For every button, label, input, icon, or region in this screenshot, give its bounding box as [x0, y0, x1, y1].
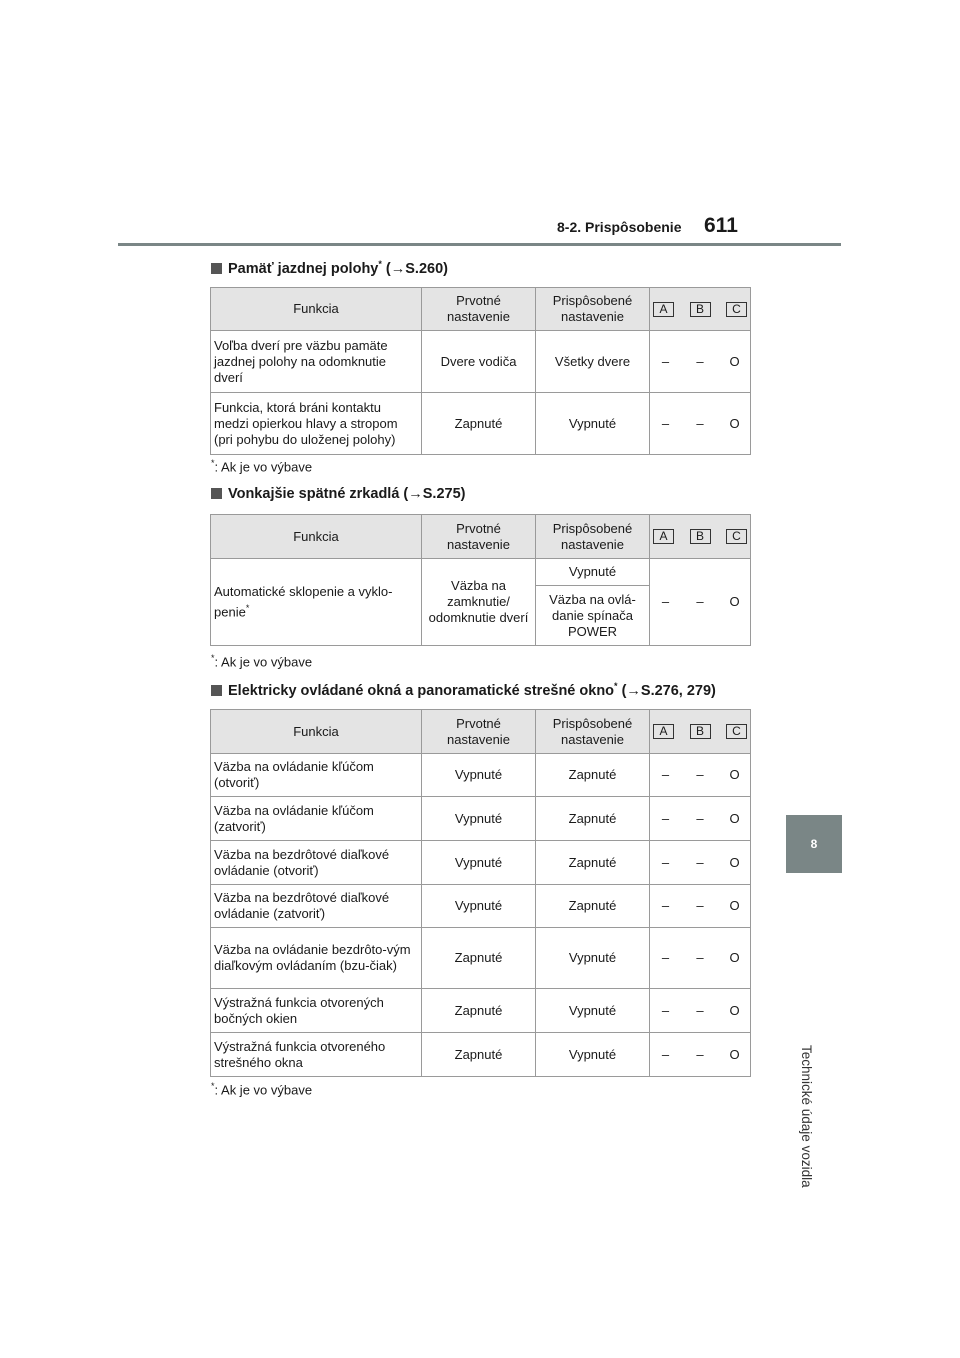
- col-header-b: B: [690, 302, 711, 317]
- col-header-b: B: [690, 724, 711, 739]
- cell-b: –: [696, 1002, 704, 1018]
- cell-prvotne: Zapnuté: [422, 928, 536, 989]
- cell-prvotne: Vypnuté: [422, 754, 536, 797]
- cell-funkcia: Väzba na ovládanie kľúčom (otvoriť): [211, 754, 422, 797]
- cell-b: –: [696, 767, 704, 782]
- cell-b: –: [696, 898, 704, 913]
- cell-a: –: [661, 594, 670, 609]
- cell-abc: [650, 559, 751, 646]
- cell-funkcia: Výstražná funkcia otvorených bočných okien: [211, 989, 422, 1033]
- table-row: [211, 754, 751, 797]
- cell-abc: [650, 989, 751, 1033]
- cell-prisposobene: Vypnuté: [536, 989, 650, 1033]
- cell-b: –: [696, 1046, 704, 1062]
- cell-c: O: [729, 415, 740, 431]
- cell-abc: [650, 754, 751, 797]
- col-header-prvotne: Prvotné nastavenie: [422, 710, 536, 754]
- section-title-text: Vonkajšie spätné zrkadlá: [228, 486, 400, 502]
- cell-abc: [650, 1033, 751, 1077]
- asterisk: *: [614, 681, 618, 691]
- cell-abc: [650, 797, 751, 841]
- cell-prisposobene: Zapnuté: [536, 841, 650, 885]
- cell-a: –: [661, 767, 670, 782]
- table-header-row: [211, 288, 751, 331]
- table-row: [211, 928, 751, 989]
- col-header-abc: [650, 288, 751, 331]
- col-header-c: C: [726, 302, 747, 317]
- table-row: [211, 1033, 751, 1077]
- cell-funkcia-text: Automatické sklopenie a vyklo-penie: [214, 583, 393, 620]
- table-header-row: [211, 710, 751, 754]
- footnote: [211, 1081, 312, 1097]
- cell-c: O: [729, 950, 740, 965]
- cell-funkcia: Voľba dverí pre väzbu pamäte jazdnej polohy na odomknutie dverí: [211, 331, 422, 393]
- footnote: [211, 458, 312, 474]
- cell-c: O: [729, 767, 740, 782]
- cell-prvotne: Vypnuté: [422, 797, 536, 841]
- cell-a: –: [661, 1002, 670, 1018]
- cell-abc: [650, 841, 751, 885]
- cell-c: O: [729, 810, 740, 826]
- cell-prisposobene: Zapnuté: [536, 885, 650, 928]
- cell-a: –: [661, 415, 670, 431]
- cell-c: O: [729, 594, 740, 609]
- cell-prisposobene: Zapnuté: [536, 797, 650, 841]
- col-header-funkcia: Funkcia: [211, 288, 422, 331]
- cell-c: O: [729, 898, 740, 913]
- cell-prisposobene: Všetky dvere: [536, 331, 650, 393]
- table-row: [211, 797, 751, 841]
- section-title-windows: [211, 681, 716, 699]
- cell-a: –: [661, 810, 670, 826]
- section-title-memory: [211, 259, 448, 277]
- table-row: [211, 989, 751, 1033]
- cell-a: –: [661, 950, 670, 965]
- cell-b: –: [696, 854, 704, 870]
- cell-abc: [650, 331, 751, 393]
- table-row: [211, 885, 751, 928]
- footnote-text: : Ak je vo výbave: [214, 459, 313, 475]
- cell-a: –: [661, 898, 670, 913]
- bullet-square-icon: [211, 685, 222, 696]
- cell-abc: [650, 393, 751, 455]
- footnote-text: : Ak je vo výbave: [214, 1082, 313, 1098]
- col-header-prisposobene: Prispôsobené nastavenie: [536, 710, 650, 754]
- cell-prvotne: Dvere vodiča: [422, 331, 536, 393]
- cell-prisposobene: Vypnuté: [536, 1033, 650, 1077]
- section-header: 8-2. Prispôsobenie: [557, 219, 682, 235]
- cell-prvotne: Vypnuté: [422, 885, 536, 928]
- asterisk: *: [245, 602, 250, 613]
- chapter-title: Technické údaje vozidla: [799, 1045, 814, 1188]
- col-header-funkcia: Funkcia: [211, 710, 422, 754]
- page-reference: (→S.275): [403, 486, 466, 502]
- cell-funkcia: Väzba na ovládanie kľúčom (zatvoriť): [211, 797, 422, 841]
- cell-b: –: [696, 415, 704, 431]
- cell-c: O: [729, 1002, 740, 1018]
- header-rule: [118, 243, 841, 246]
- cell-funkcia: Väzba na bezdrôtové diaľkové ovládanie (otvoriť): [211, 841, 422, 885]
- col-header-c: C: [726, 724, 747, 739]
- chapter-tab: [786, 815, 842, 873]
- page-number: 611: [704, 214, 738, 237]
- footnote-text: : Ak je vo výbave: [214, 654, 313, 670]
- table-windows: [210, 709, 751, 1077]
- cell-a: –: [661, 854, 670, 870]
- col-header-funkcia: Funkcia: [211, 515, 422, 559]
- cell-c: O: [729, 854, 740, 870]
- cell-prisposobene: Vypnuté: [536, 393, 650, 455]
- table-memory: [210, 287, 751, 455]
- cell-a: –: [661, 1046, 670, 1062]
- col-header-a: A: [653, 724, 674, 739]
- cell-b: –: [696, 950, 704, 965]
- bullet-square-icon: [211, 263, 222, 274]
- col-header-b: B: [690, 529, 711, 544]
- cell-prisposobene: Vypnuté: [536, 928, 650, 989]
- cell-a: –: [661, 353, 670, 369]
- cell-prvotne: Vypnuté: [422, 841, 536, 885]
- col-header-prisposobene: Prispôsobené nastavenie: [536, 288, 650, 331]
- cell-abc: [650, 928, 751, 989]
- cell-b: –: [696, 594, 704, 609]
- asterisk: *: [378, 259, 382, 269]
- cell-abc: [650, 885, 751, 928]
- col-header-abc: [650, 710, 751, 754]
- table-row: [211, 331, 751, 393]
- cell-b: –: [696, 810, 704, 826]
- cell-prvotne: Väzba na zamknutie/ odomknutie dverí: [422, 559, 536, 646]
- section-title-mirrors: [211, 486, 465, 502]
- cell-funkcia: [211, 559, 422, 646]
- cell-prisposobene-option-2: Väzba na ovlá-danie spínača POWER: [536, 586, 650, 646]
- cell-prvotne: Zapnuté: [422, 1033, 536, 1077]
- bullet-square-icon: [211, 488, 222, 499]
- footnote-mark: *: [211, 1081, 215, 1091]
- cell-funkcia: Funkcia, ktorá bráni kontaktu medzi opierkou hlavy a stropom (pri pohybu do uloženej polohy): [211, 393, 422, 455]
- table-row: [211, 841, 751, 885]
- cell-prvotne: Zapnuté: [422, 989, 536, 1033]
- col-header-c: C: [726, 529, 747, 544]
- col-header-prvotne: Prvotné nastavenie: [422, 515, 536, 559]
- cell-b: –: [696, 353, 704, 369]
- page-reference: (→S.276, 279): [621, 682, 716, 699]
- table-mirrors: [210, 514, 751, 646]
- cell-prisposobene-option-1: Vypnuté: [536, 559, 650, 586]
- page-reference: (→S.260): [385, 260, 448, 277]
- col-header-a: A: [653, 529, 674, 544]
- table-row: [211, 559, 751, 586]
- cell-prvotne: Zapnuté: [422, 393, 536, 455]
- footnote: [211, 653, 312, 669]
- section-title-text: Pamäť jazdnej polohy: [228, 260, 379, 277]
- cell-c: O: [729, 1046, 740, 1062]
- footnote-mark: *: [211, 653, 215, 663]
- cell-prisposobene: Zapnuté: [536, 754, 650, 797]
- table-header-row: [211, 515, 751, 559]
- chapter-number: 8: [810, 837, 818, 851]
- col-header-a: A: [653, 302, 674, 317]
- col-header-abc: [650, 515, 751, 559]
- cell-funkcia: Väzba na ovládanie bezdrôto-vým diaľkovým ovládaním (bzu-čiak): [211, 928, 422, 989]
- section-title-text: Elektricky ovládané okná a panoramatické strešné okno: [228, 682, 615, 699]
- col-header-prisposobene: Prispôsobené nastavenie: [536, 515, 650, 559]
- cell-funkcia: Väzba na bezdrôtové diaľkové ovládanie (zatvoriť): [211, 885, 422, 928]
- cell-funkcia: Výstražná funkcia otvoreného strešného okna: [211, 1033, 422, 1077]
- col-header-prvotne: Prvotné nastavenie: [422, 288, 536, 331]
- footnote-mark: *: [211, 458, 215, 468]
- cell-c: O: [729, 353, 740, 369]
- table-row: [211, 393, 751, 455]
